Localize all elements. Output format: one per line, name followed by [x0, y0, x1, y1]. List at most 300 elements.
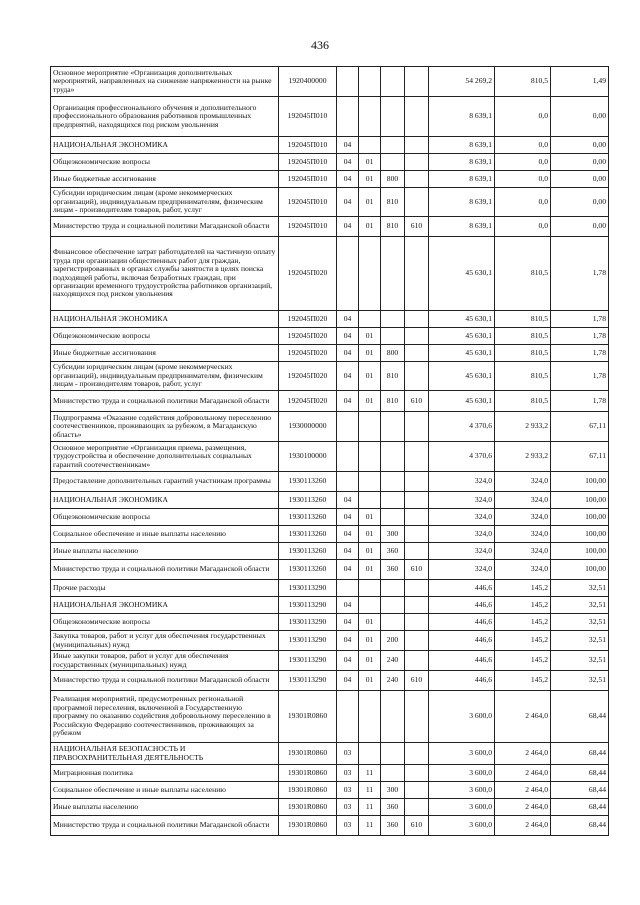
table-row: [51, 597, 609, 614]
row-percent-cell: 100,00: [551, 543, 609, 560]
row-name-cell: Реализация мероприятий, предусмотренных региональной программой переселения, включенной в Государственную программу по оказанию содействия добровольному переселению в Российскую Федерацию соотечественников, проживающих за рубежом: [51, 691, 279, 743]
row-section-cell: 04: [337, 614, 359, 631]
row-expense-type-cell: [381, 691, 405, 743]
table-row: [51, 671, 609, 691]
row-section-cell: [337, 580, 359, 597]
row-percent-cell: 1,78: [551, 391, 609, 412]
row-ministry-cell: [405, 311, 429, 328]
row-ministry-cell: [405, 509, 429, 526]
row-subsection-cell: 01: [359, 631, 381, 651]
row-subsection-cell: [359, 67, 381, 97]
row-percent-cell: 0,00: [551, 217, 609, 237]
row-ministry-cell: [405, 691, 429, 743]
row-section-cell: 04: [337, 526, 359, 543]
row-executed-amount-cell: 0,0: [495, 171, 551, 188]
row-section-cell: 04: [337, 362, 359, 391]
row-code-cell: 19301R0860: [279, 743, 337, 765]
table-row: [51, 691, 609, 743]
row-percent-cell: 32,51: [551, 597, 609, 614]
row-executed-amount-cell: 810,5: [495, 362, 551, 391]
row-executed-amount-cell: 145,2: [495, 671, 551, 691]
row-percent-cell: 1,78: [551, 311, 609, 328]
row-subsection-cell: 01: [359, 543, 381, 560]
row-expense-type-cell: [381, 597, 405, 614]
row-percent-cell: 32,51: [551, 651, 609, 671]
row-section-cell: [337, 97, 359, 137]
row-executed-amount-cell: 810,5: [495, 391, 551, 412]
row-subsection-cell: [359, 311, 381, 328]
row-ministry-cell: [405, 782, 429, 799]
row-subsection-cell: [359, 580, 381, 597]
row-percent-cell: 67,11: [551, 442, 609, 472]
row-ministry-cell: [405, 442, 429, 472]
row-code-cell: 192045П020: [279, 362, 337, 391]
row-planned-amount-cell: 4 370,6: [429, 442, 495, 472]
row-section-cell: 04: [337, 171, 359, 188]
row-section-cell: 03: [337, 816, 359, 836]
row-ministry-cell: [405, 188, 429, 217]
row-executed-amount-cell: 324,0: [495, 492, 551, 509]
row-percent-cell: 68,44: [551, 765, 609, 782]
row-ministry-cell: [405, 543, 429, 560]
table-row: [51, 509, 609, 526]
row-name-cell: Прочие расходы: [51, 580, 279, 597]
row-section-cell: 04: [337, 597, 359, 614]
row-section-cell: 03: [337, 799, 359, 816]
row-subsection-cell: [359, 472, 381, 492]
row-percent-cell: 32,51: [551, 614, 609, 631]
row-code-cell: 19301R0860: [279, 782, 337, 799]
row-percent-cell: 1,78: [551, 345, 609, 362]
row-expense-type-cell: 810: [381, 391, 405, 412]
row-name-cell: Общеэкономические вопросы: [51, 328, 279, 345]
row-percent-cell: 68,44: [551, 691, 609, 743]
row-planned-amount-cell: 324,0: [429, 543, 495, 560]
table-row: [51, 328, 609, 345]
row-name-cell: Общеэкономические вопросы: [51, 154, 279, 171]
row-planned-amount-cell: 45 630,1: [429, 362, 495, 391]
row-code-cell: 192045П020: [279, 311, 337, 328]
row-section-cell: 04: [337, 328, 359, 345]
row-planned-amount-cell: 324,0: [429, 509, 495, 526]
row-expense-type-cell: [381, 614, 405, 631]
row-subsection-cell: 11: [359, 799, 381, 816]
row-code-cell: 192045П010: [279, 154, 337, 171]
row-expense-type-cell: [381, 412, 405, 442]
table-row: [51, 412, 609, 442]
table-row: [51, 362, 609, 391]
row-subsection-cell: 01: [359, 345, 381, 362]
row-name-cell: НАЦИОНАЛЬНАЯ ЭКОНОМИКА: [51, 492, 279, 509]
row-subsection-cell: [359, 743, 381, 765]
row-name-cell: Предоставление дополнительных гарантий участникам программы: [51, 472, 279, 492]
row-subsection-cell: 11: [359, 765, 381, 782]
row-ministry-cell: [405, 171, 429, 188]
row-code-cell: 1930113290: [279, 614, 337, 631]
row-expense-type-cell: [381, 137, 405, 154]
row-code-cell: 1930113290: [279, 651, 337, 671]
row-name-cell: Министерство труда и социальной политики Магаданской области: [51, 391, 279, 412]
row-subsection-cell: 01: [359, 509, 381, 526]
row-code-cell: 192045П010: [279, 188, 337, 217]
row-ministry-cell: [405, 345, 429, 362]
row-planned-amount-cell: 8 639,1: [429, 188, 495, 217]
row-subsection-cell: [359, 691, 381, 743]
row-expense-type-cell: 810: [381, 362, 405, 391]
row-section-cell: 04: [337, 345, 359, 362]
row-expense-type-cell: 300: [381, 782, 405, 799]
row-expense-type-cell: [381, 311, 405, 328]
row-planned-amount-cell: 3 600,0: [429, 799, 495, 816]
row-subsection-cell: [359, 137, 381, 154]
row-code-cell: 1930113290: [279, 671, 337, 691]
row-subsection-cell: 01: [359, 391, 381, 412]
row-executed-amount-cell: 0,0: [495, 97, 551, 137]
row-expense-type-cell: 360: [381, 816, 405, 836]
row-name-cell: Субсидии юридическим лицам (кроме некоммерческих организаций), индивидуальным предпринимателям, физическим лицам - производителям товаров, работ, услуг: [51, 362, 279, 391]
row-planned-amount-cell: 3 600,0: [429, 782, 495, 799]
row-subsection-cell: 01: [359, 671, 381, 691]
row-code-cell: 192045П020: [279, 328, 337, 345]
row-planned-amount-cell: 8 639,1: [429, 171, 495, 188]
row-executed-amount-cell: 810,5: [495, 67, 551, 97]
row-code-cell: 19301R0860: [279, 765, 337, 782]
row-ministry-cell: 610: [405, 391, 429, 412]
row-code-cell: 19301R0860: [279, 816, 337, 836]
row-code-cell: 1930113290: [279, 597, 337, 614]
row-percent-cell: 1,49: [551, 67, 609, 97]
row-ministry-cell: [405, 154, 429, 171]
row-ministry-cell: [405, 799, 429, 816]
row-planned-amount-cell: 8 639,1: [429, 154, 495, 171]
row-name-cell: Общеэкономические вопросы: [51, 614, 279, 631]
row-expense-type-cell: 360: [381, 543, 405, 560]
row-planned-amount-cell: 3 600,0: [429, 743, 495, 765]
row-subsection-cell: [359, 97, 381, 137]
row-executed-amount-cell: 0,0: [495, 217, 551, 237]
row-ministry-cell: [405, 614, 429, 631]
row-section-cell: [337, 442, 359, 472]
row-ministry-cell: [405, 651, 429, 671]
table-row: [51, 651, 609, 671]
row-ministry-cell: [405, 597, 429, 614]
row-subsection-cell: [359, 597, 381, 614]
row-ministry-cell: 610: [405, 816, 429, 836]
row-executed-amount-cell: 145,2: [495, 597, 551, 614]
row-expense-type-cell: 200: [381, 631, 405, 651]
row-section-cell: 04: [337, 137, 359, 154]
row-planned-amount-cell: 3 600,0: [429, 816, 495, 836]
table-row: [51, 97, 609, 137]
row-subsection-cell: 01: [359, 171, 381, 188]
row-ministry-cell: 610: [405, 560, 429, 580]
row-code-cell: 192045П010: [279, 97, 337, 137]
row-ministry-cell: [405, 492, 429, 509]
row-name-cell: Социальное обеспечение и иные выплаты населению: [51, 782, 279, 799]
row-planned-amount-cell: 324,0: [429, 472, 495, 492]
row-executed-amount-cell: 2 933,2: [495, 412, 551, 442]
row-name-cell: Миграционная политика: [51, 765, 279, 782]
row-ministry-cell: [405, 765, 429, 782]
row-ministry-cell: 610: [405, 217, 429, 237]
row-expense-type-cell: [381, 154, 405, 171]
row-code-cell: 192045П010: [279, 137, 337, 154]
row-section-cell: 04: [337, 651, 359, 671]
row-section-cell: [337, 691, 359, 743]
row-planned-amount-cell: 446,6: [429, 614, 495, 631]
row-name-cell: Финансовое обеспечение затрат работодателей на частичную оплату труда при организации общественных работ для граждан, зарегистрированных в органах службы занятости в целях поиска подходящей работы, включая безработных граждан, при организации временного трудоустройства работников организаций, находящихся под риском увольнения: [51, 237, 279, 311]
row-planned-amount-cell: 3 600,0: [429, 691, 495, 743]
row-section-cell: 04: [337, 560, 359, 580]
row-subsection-cell: 01: [359, 614, 381, 631]
row-expense-type-cell: 800: [381, 171, 405, 188]
row-code-cell: 19301R0860: [279, 799, 337, 816]
row-percent-cell: 0,00: [551, 171, 609, 188]
row-name-cell: Основное мероприятие «Организация дополнительных мероприятий, направленных на снижение напряженности на рынке труда»: [51, 67, 279, 97]
row-planned-amount-cell: 446,6: [429, 671, 495, 691]
row-code-cell: 1930113290: [279, 580, 337, 597]
row-section-cell: [337, 472, 359, 492]
row-percent-cell: 68,44: [551, 782, 609, 799]
row-ministry-cell: [405, 580, 429, 597]
row-planned-amount-cell: 45 630,1: [429, 237, 495, 311]
row-executed-amount-cell: 2 464,0: [495, 782, 551, 799]
row-executed-amount-cell: 2 464,0: [495, 799, 551, 816]
row-planned-amount-cell: 45 630,1: [429, 328, 495, 345]
row-percent-cell: 0,00: [551, 188, 609, 217]
row-subsection-cell: 01: [359, 651, 381, 671]
row-code-cell: 1930113260: [279, 472, 337, 492]
table-row: [51, 799, 609, 816]
row-code-cell: 192045П010: [279, 217, 337, 237]
row-planned-amount-cell: 3 600,0: [429, 765, 495, 782]
row-name-cell: Закупка товаров, работ и услуг для обеспечения государственных (муниципальных) нужд: [51, 631, 279, 651]
budget-table: [50, 66, 609, 836]
table-row: [51, 391, 609, 412]
row-code-cell: 192045П020: [279, 345, 337, 362]
row-percent-cell: 1,78: [551, 362, 609, 391]
table-row: [51, 816, 609, 836]
row-planned-amount-cell: 446,6: [429, 631, 495, 651]
row-executed-amount-cell: 324,0: [495, 560, 551, 580]
row-expense-type-cell: [381, 67, 405, 97]
row-executed-amount-cell: 2 464,0: [495, 743, 551, 765]
row-code-cell: 1930113260: [279, 509, 337, 526]
row-percent-cell: 68,44: [551, 816, 609, 836]
row-name-cell: Основное мероприятие «Организация приема, размещения, трудоустройства и обеспечение дополнительных социальных гарантий соотечественникам»: [51, 442, 279, 472]
row-percent-cell: 100,00: [551, 560, 609, 580]
row-ministry-cell: [405, 362, 429, 391]
row-expense-type-cell: 300: [381, 526, 405, 543]
table-row: [51, 137, 609, 154]
row-planned-amount-cell: 8 639,1: [429, 97, 495, 137]
row-expense-type-cell: [381, 580, 405, 597]
row-ministry-cell: [405, 743, 429, 765]
table-row: [51, 472, 609, 492]
table-row: [51, 631, 609, 651]
row-code-cell: 1930113260: [279, 492, 337, 509]
row-code-cell: 19301R0860: [279, 691, 337, 743]
row-code-cell: 1930113260: [279, 560, 337, 580]
row-percent-cell: 32,51: [551, 631, 609, 651]
row-subsection-cell: 11: [359, 816, 381, 836]
row-name-cell: Организация профессионального обучения и дополнительного профессионального образования работников промышленных предприятий, находящихся под риском увольнения: [51, 97, 279, 137]
row-planned-amount-cell: 446,6: [429, 580, 495, 597]
table-row: [51, 782, 609, 799]
row-expense-type-cell: [381, 509, 405, 526]
row-executed-amount-cell: 810,5: [495, 237, 551, 311]
row-section-cell: 04: [337, 391, 359, 412]
row-percent-cell: 68,44: [551, 743, 609, 765]
row-executed-amount-cell: 145,2: [495, 631, 551, 651]
row-subsection-cell: [359, 492, 381, 509]
row-ministry-cell: [405, 631, 429, 651]
row-code-cell: 1930113260: [279, 543, 337, 560]
row-ministry-cell: [405, 412, 429, 442]
table-row: [51, 580, 609, 597]
row-expense-type-cell: [381, 765, 405, 782]
row-executed-amount-cell: 810,5: [495, 328, 551, 345]
row-name-cell: Иные закупки товаров, работ и услуг для обеспечения государственных (муниципальных) нужд: [51, 651, 279, 671]
row-section-cell: 04: [337, 217, 359, 237]
row-section-cell: [337, 412, 359, 442]
row-percent-cell: 100,00: [551, 526, 609, 543]
row-section-cell: [337, 237, 359, 311]
row-executed-amount-cell: 324,0: [495, 509, 551, 526]
row-planned-amount-cell: 45 630,1: [429, 311, 495, 328]
row-subsection-cell: [359, 237, 381, 311]
row-name-cell: НАЦИОНАЛЬНАЯ ЭКОНОМИКА: [51, 311, 279, 328]
row-code-cell: 1930000000: [279, 412, 337, 442]
row-planned-amount-cell: 45 630,1: [429, 391, 495, 412]
table-row: [51, 188, 609, 217]
table-row: [51, 171, 609, 188]
row-name-cell: НАЦИОНАЛЬНАЯ ЭКОНОМИКА: [51, 597, 279, 614]
row-section-cell: 03: [337, 782, 359, 799]
row-expense-type-cell: [381, 492, 405, 509]
row-name-cell: НАЦИОНАЛЬНАЯ БЕЗОПАСНОСТЬ И ПРАВООХРАНИТЕЛЬНАЯ ДЕЯТЕЛЬНОСТЬ: [51, 743, 279, 765]
row-planned-amount-cell: 4 370,6: [429, 412, 495, 442]
row-section-cell: [337, 67, 359, 97]
row-expense-type-cell: 240: [381, 651, 405, 671]
table-row: [51, 743, 609, 765]
table-row: [51, 217, 609, 237]
row-section-cell: 03: [337, 743, 359, 765]
row-executed-amount-cell: 2 464,0: [495, 691, 551, 743]
row-executed-amount-cell: 0,0: [495, 188, 551, 217]
row-subsection-cell: 01: [359, 154, 381, 171]
row-name-cell: Иные бюджетные ассигнования: [51, 345, 279, 362]
row-executed-amount-cell: 2 464,0: [495, 816, 551, 836]
row-name-cell: Подпрограмма «Оказание содействия добровольному переселению соотечественников, проживающих за рубежом, в Магаданскую область»: [51, 412, 279, 442]
row-name-cell: Субсидии юридическим лицам (кроме некоммерческих организаций), индивидуальным предпринимателям, физическим лицам - производителям товаров, работ, услуг: [51, 188, 279, 217]
row-planned-amount-cell: 8 639,1: [429, 217, 495, 237]
row-percent-cell: 0,00: [551, 137, 609, 154]
table-body: [51, 67, 609, 836]
row-name-cell: Общеэкономические вопросы: [51, 509, 279, 526]
row-section-cell: 04: [337, 671, 359, 691]
row-code-cell: 192045П020: [279, 391, 337, 412]
row-percent-cell: 0,00: [551, 97, 609, 137]
table-row: [51, 345, 609, 362]
row-planned-amount-cell: 324,0: [429, 526, 495, 543]
row-section-cell: 04: [337, 492, 359, 509]
row-subsection-cell: 01: [359, 328, 381, 345]
row-planned-amount-cell: 8 639,1: [429, 137, 495, 154]
row-executed-amount-cell: 145,2: [495, 580, 551, 597]
row-section-cell: 04: [337, 311, 359, 328]
row-executed-amount-cell: 145,2: [495, 614, 551, 631]
row-expense-type-cell: [381, 237, 405, 311]
row-name-cell: Министерство труда и социальной политики Магаданской области: [51, 560, 279, 580]
row-executed-amount-cell: 810,5: [495, 345, 551, 362]
row-expense-type-cell: 800: [381, 345, 405, 362]
row-planned-amount-cell: 446,6: [429, 651, 495, 671]
row-expense-type-cell: [381, 97, 405, 137]
row-section-cell: 03: [337, 765, 359, 782]
row-subsection-cell: 11: [359, 782, 381, 799]
row-expense-type-cell: [381, 442, 405, 472]
row-executed-amount-cell: 2 464,0: [495, 765, 551, 782]
row-subsection-cell: [359, 442, 381, 472]
row-executed-amount-cell: 0,0: [495, 154, 551, 171]
row-expense-type-cell: [381, 472, 405, 492]
row-executed-amount-cell: 2 933,2: [495, 442, 551, 472]
table-row: [51, 765, 609, 782]
row-expense-type-cell: 240: [381, 671, 405, 691]
row-name-cell: Иные выплаты населению: [51, 543, 279, 560]
row-code-cell: 1920400000: [279, 67, 337, 97]
row-expense-type-cell: [381, 328, 405, 345]
row-subsection-cell: 01: [359, 188, 381, 217]
row-name-cell: Министерство труда и социальной политики Магаданской области: [51, 217, 279, 237]
row-expense-type-cell: 810: [381, 217, 405, 237]
row-executed-amount-cell: 0,0: [495, 137, 551, 154]
row-planned-amount-cell: 324,0: [429, 560, 495, 580]
row-section-cell: 04: [337, 154, 359, 171]
row-executed-amount-cell: 145,2: [495, 651, 551, 671]
table-row: [51, 614, 609, 631]
row-subsection-cell: [359, 412, 381, 442]
row-percent-cell: 68,44: [551, 799, 609, 816]
row-planned-amount-cell: 324,0: [429, 492, 495, 509]
row-expense-type-cell: 360: [381, 799, 405, 816]
row-expense-type-cell: 810: [381, 188, 405, 217]
table-row: [51, 526, 609, 543]
row-percent-cell: 32,51: [551, 671, 609, 691]
row-executed-amount-cell: 324,0: [495, 543, 551, 560]
row-percent-cell: 1,78: [551, 237, 609, 311]
row-ministry-cell: [405, 67, 429, 97]
row-percent-cell: 0,00: [551, 154, 609, 171]
row-ministry-cell: [405, 328, 429, 345]
row-section-cell: 04: [337, 543, 359, 560]
row-name-cell: Иные бюджетные ассигнования: [51, 171, 279, 188]
table-row: [51, 154, 609, 171]
table-row: [51, 560, 609, 580]
row-percent-cell: 100,00: [551, 509, 609, 526]
table-row: [51, 237, 609, 311]
row-planned-amount-cell: 45 630,1: [429, 345, 495, 362]
row-percent-cell: 1,78: [551, 328, 609, 345]
row-subsection-cell: 01: [359, 560, 381, 580]
row-code-cell: 1930100000: [279, 442, 337, 472]
row-executed-amount-cell: 324,0: [495, 526, 551, 543]
row-ministry-cell: 610: [405, 671, 429, 691]
row-percent-cell: 100,00: [551, 472, 609, 492]
row-ministry-cell: [405, 237, 429, 311]
row-name-cell: Социальное обеспечение и иные выплаты населению: [51, 526, 279, 543]
